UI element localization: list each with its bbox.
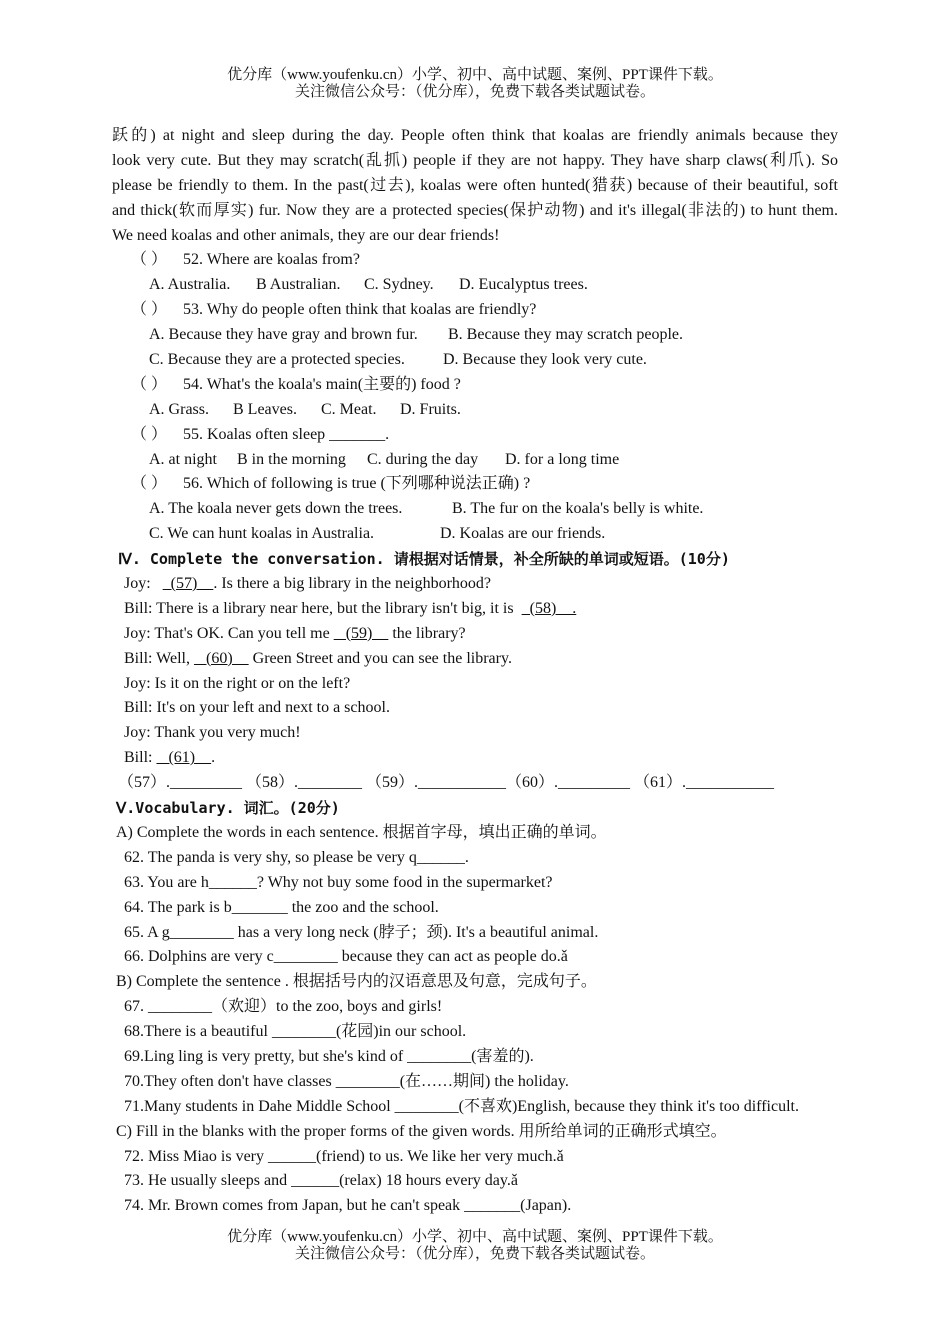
answer-paren[interactable]: （ ）: [131, 301, 168, 319]
option-c: C. We can hunt koalas in Australia.: [149, 525, 375, 543]
blank-61[interactable]: (61): [156, 749, 212, 767]
option-b: B in the morning: [237, 450, 346, 468]
dialog-text: the library?: [388, 624, 466, 642]
question-56-options-ab: [112, 497, 838, 522]
dialog-text: Bill:: [124, 749, 157, 767]
option-c: C. Because they are a protected species.: [149, 351, 405, 369]
vocab-item-73[interactable]: 73. He usually sleeps and ______(relax) 18 hours every day.ǎ: [124, 1172, 518, 1190]
answer-paren[interactable]: （ ）: [131, 425, 168, 443]
option-b: B. Because they may scratch people.: [448, 326, 684, 344]
part-a-title: A) Complete the words in each sentence. 根据首字母，填出正确的单词。: [116, 823, 607, 841]
question-53-options-cd: [112, 348, 838, 373]
option-d: D. for a long time: [505, 450, 620, 468]
dialog-text: .: [211, 749, 216, 767]
dialog-text: Green Street and you can see the library.: [248, 649, 512, 667]
dialog-line-58: [112, 597, 838, 622]
vocab-item-64[interactable]: 64. The park is b_______ the zoo and the school.: [124, 898, 439, 916]
footer-line-1: 优分库（www.youfenku.cn）小学、初中、高中试题、案例、PPT课件下载。: [227, 1229, 723, 1245]
header-line-1: 优分库（www.youfenku.cn）小学、初中、高中试题、案例、PPT课件下载。: [227, 67, 723, 83]
reading-passage: [112, 124, 838, 248]
option-a: A. Australia.: [149, 276, 231, 294]
dialog-line: Joy: Is it on the right or on the left?: [124, 674, 351, 692]
page-body: [112, 124, 838, 1219]
section-4-title: Ⅳ. Complete the conversation. 请根据对话情景，补全所缺的单词或短语。(10分): [118, 550, 730, 569]
dialog-line-60: [112, 647, 838, 672]
option-a: A. The koala never gets down the trees.: [149, 500, 403, 518]
blank-60[interactable]: (60): [193, 649, 249, 667]
page-header: [0, 67, 950, 101]
header-line-2: 关注微信公众号：（优分库），免费下载各类试题试卷。: [294, 84, 655, 100]
option-c: C. during the day: [367, 450, 479, 468]
question-stem: 56. Which of following is true (下列哪种说法正确) ?: [183, 475, 531, 493]
passage-line: 跃的) at night and sleep during the day. People often think that koalas are friendly animals because they: [112, 127, 838, 144]
vocab-item-62[interactable]: 62. The panda is very shy, so please be very q______.: [124, 848, 469, 866]
question-56-options-cd: [112, 522, 838, 547]
part-b-title: B) Complete the sentence . 根据括号内的汉语意思及句意，完成句子。: [116, 973, 597, 991]
option-d: D. Fruits.: [400, 400, 461, 418]
vocab-item-70[interactable]: 70.They often don't have classes ________(在……期间) the holiday.: [124, 1072, 569, 1090]
option-b: B Leaves.: [233, 400, 297, 418]
answer-paren[interactable]: （ ）: [131, 475, 168, 493]
blank-57[interactable]: (57): [162, 575, 214, 593]
passage-line: We need koalas and other animals, they are our dear friends!: [112, 226, 500, 244]
question-52: [112, 248, 838, 273]
dialog-line-59: [112, 622, 838, 647]
option-d: D. Because they look very cute.: [443, 351, 647, 369]
option-a: A. Grass.: [149, 400, 209, 418]
question-55-options: [112, 448, 838, 473]
dialog-text: Joy: That's OK. Can you tell me: [124, 624, 334, 642]
answer-paren[interactable]: （ ）: [131, 375, 168, 393]
vocab-item-74[interactable]: 74. Mr. Brown comes from Japan, but he can't speak _______(Japan).: [124, 1197, 572, 1215]
blank-58[interactable]: (58) .: [521, 599, 577, 617]
option-d: D. Koalas are our friends.: [440, 525, 606, 543]
dialog-line-61: [112, 746, 838, 771]
question-53: [112, 298, 838, 323]
option-c: C. Sydney.: [364, 276, 434, 294]
speaker-text: Joy:: [124, 575, 163, 593]
answer-paren[interactable]: （ ）: [131, 251, 168, 269]
passage-line: and thick(软而厚实) fur. Now they are a protected species(保护动物) and it's illegal(非法的) to hunt them.: [112, 201, 838, 219]
question-stem: 54. What's the koala's main(主要的) food ?: [183, 375, 461, 393]
question-stem: 53. Why do people often think that koalas are friendly?: [183, 301, 537, 319]
question-54-options: [112, 398, 838, 423]
footer-line-2: 关注微信公众号：（优分库），免费下载各类试题试卷。: [294, 1246, 655, 1262]
question-52-options: [112, 273, 838, 298]
vocab-item-71[interactable]: 71.Many students in Dahe Middle School ________(不喜欢)English, because they think it's too difficult.: [124, 1097, 799, 1115]
dialog-line: Joy: Thank you very much!: [124, 724, 301, 742]
passage-line: please be friendly to them. In the past(过去), koalas were often hunted(猎获) because of their beautiful, soft: [112, 176, 838, 194]
question-53-options-ab: [112, 323, 838, 348]
vocab-item-69[interactable]: 69.Ling ling is very pretty, but she's kind of ________(害羞的).: [124, 1047, 534, 1065]
section-5-title: Ⅴ.Vocabulary. 词汇。(20分): [116, 799, 340, 818]
blank-59[interactable]: (59): [333, 624, 389, 642]
part-c-title: C) Fill in the blanks with the proper forms of the given words. 用所给单词的正确形式填空。: [116, 1122, 727, 1140]
vocab-item-63[interactable]: 63. You are h______? Why not buy some food in the supermarket?: [124, 873, 553, 891]
passage-line: look very cute. But they may scratch(乱抓) people if they are not happy. They have sharp claws(利爪). So: [112, 151, 838, 169]
dialog-text: Bill: Well,: [124, 649, 194, 667]
dialog-line: Bill: It's on your left and next to a school.: [124, 699, 390, 717]
dialog-line-57: [112, 572, 838, 597]
dialog-text: Bill: There is a library near here, but the library isn't big, it is: [124, 599, 522, 617]
question-54: [112, 373, 838, 398]
question-stem: 55. Koalas often sleep _______.: [183, 425, 390, 443]
option-c: C. Meat.: [321, 400, 377, 418]
option-d: D. Eucalyptus trees.: [459, 276, 588, 294]
vocab-item-67[interactable]: 67. ________（欢迎）to the zoo, boys and girls!: [124, 998, 443, 1016]
vocab-item-72[interactable]: 72. Miss Miao is very ______(friend) to us. We like her very much.ǎ: [124, 1147, 564, 1165]
option-b: B. The fur on the koala's belly is white.: [452, 500, 704, 518]
answer-blanks-row[interactable]: （57）._________ （58）.________ （59）.___________（60）._________ （61）.___________: [118, 774, 774, 792]
option-a: A. at night: [149, 450, 217, 468]
question-55: [112, 423, 838, 448]
option-b: B Australian.: [256, 276, 341, 294]
page-footer: [0, 1229, 950, 1263]
vocab-item-65[interactable]: 65. A g________ has a very long neck (脖子；颈). It's a beautiful animal.: [124, 923, 599, 941]
question-stem: 52. Where are koalas from?: [183, 251, 360, 269]
option-a: A. Because they have gray and brown fur.: [149, 326, 418, 344]
question-56: [112, 472, 838, 497]
vocab-item-68[interactable]: 68.There is a beautiful ________(花园)in our school.: [124, 1023, 467, 1041]
vocab-item-66[interactable]: 66. Dolphins are very c________ because they can act as people do.ǎ: [124, 948, 568, 966]
dialog-text: . Is there a big library in the neighborhood?: [213, 575, 492, 593]
